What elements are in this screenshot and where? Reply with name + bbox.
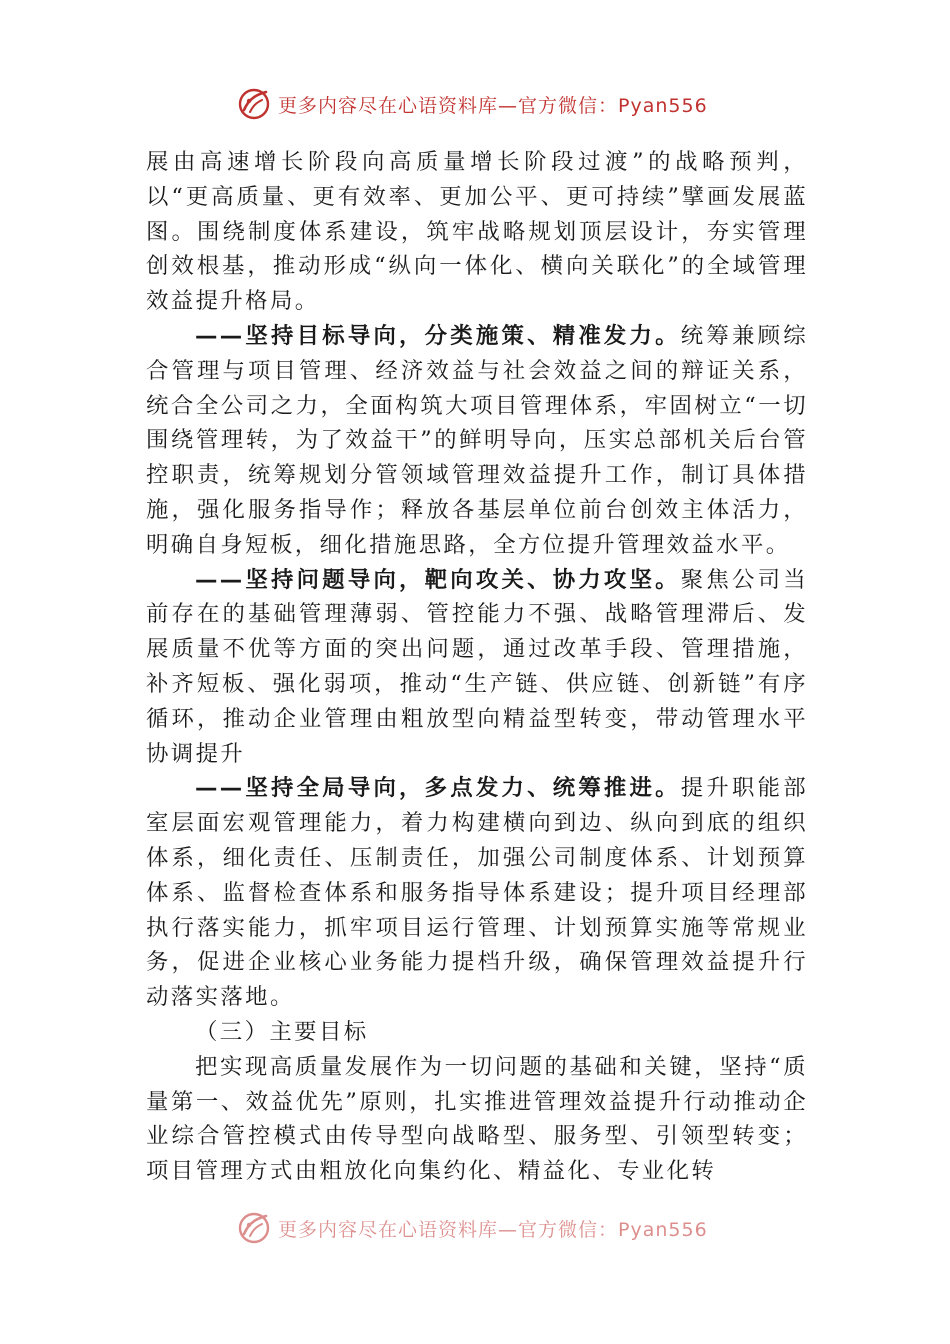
watermark-header <box>236 86 708 122</box>
paragraph-2-lead: ——坚持目标导向，分类施策、精准发力。 <box>195 322 681 349</box>
paragraph-4 <box>146 771 808 1015</box>
watermark-text: 更多内容尽在心语资料库—官方微信：Pyan556 <box>278 1218 708 1241</box>
paragraph-4-lead: ——坚持全局导向，多点发力、统筹推进。 <box>195 775 681 802</box>
section-heading: （三）主要目标 <box>195 1018 369 1045</box>
paragraph-3-lead: ——坚持问题导向，靶向攻关、协力攻坚。 <box>195 566 681 593</box>
watermark-text: 更多内容尽在心语资料库—官方微信：Pyan556 <box>278 94 708 117</box>
brand-logo-icon <box>236 1210 272 1246</box>
watermark-footer <box>236 1210 708 1246</box>
paragraph-3-text: 聚焦公司当前存在的基础管理薄弱、管控能力不强、战略管理滞后、发展质量不优等方面的突出问题，通过改革手段、管理措施，补齐短板、强化弱项，推动“生产链、供应链、创新链”有序循环，推动企业管理由粗放型向精益型转变，带动管理水平协调提升 <box>146 566 808 767</box>
document-body <box>146 145 808 1189</box>
paragraph-3 <box>146 563 808 772</box>
paragraph-1: 展由高速增长阶段向高质量增长阶段过渡”的战略预判，以“更高质量、更有效率、更加公平、更可持续”擘画发展蓝图。围绕制度体系建设，筑牢战略规划顶层设计，夯实管理创效根基，推动形成“纵向一体化、横向关联化”的全域管理效益提升格局。 <box>146 149 808 315</box>
paragraph-4-text: 提升职能部室层面宏观管理能力，着力构建横向到边、纵向到底的组织体系，细化责任、压制责任，加强公司制度体系、计划预算体系、监督检查体系和服务指导体系建设；提升项目经理部执行落实能力，抓牢项目运行管理、计划预算实施等常规业务，促进企业核心业务能力提档升级，确保管理效益提升行动落实落地。 <box>146 775 808 1011</box>
paragraph-2 <box>146 319 808 563</box>
brand-logo-icon <box>236 86 272 122</box>
paragraph-2-text: 统筹兼顾综合管理与项目管理、经济效益与社会效益之间的辩证关系，统合全公司之力，全面构筑大项目管理体系，牢固树立“一切围绕管理转，为了效益干”的鲜明导向，压实总部机关后台管控职责，统筹规划分管领域管理效益提升工作，制订具体措施，强化服务指导作；释放各基层单位前台创效主体活力，明确自身短板，细化措施思路，全方位提升管理效益水平。 <box>146 322 808 558</box>
paragraph-5: 把实现高质量发展作为一切问题的基础和关键，坚持“质量第一、效益优先”原则，扎实推进管理效益提升行动推动企业综合管控模式由传导型向战略型、服务型、引领型转变；项目管理方式由粗放化向集约化、精益化、专业化转 <box>146 1053 808 1185</box>
